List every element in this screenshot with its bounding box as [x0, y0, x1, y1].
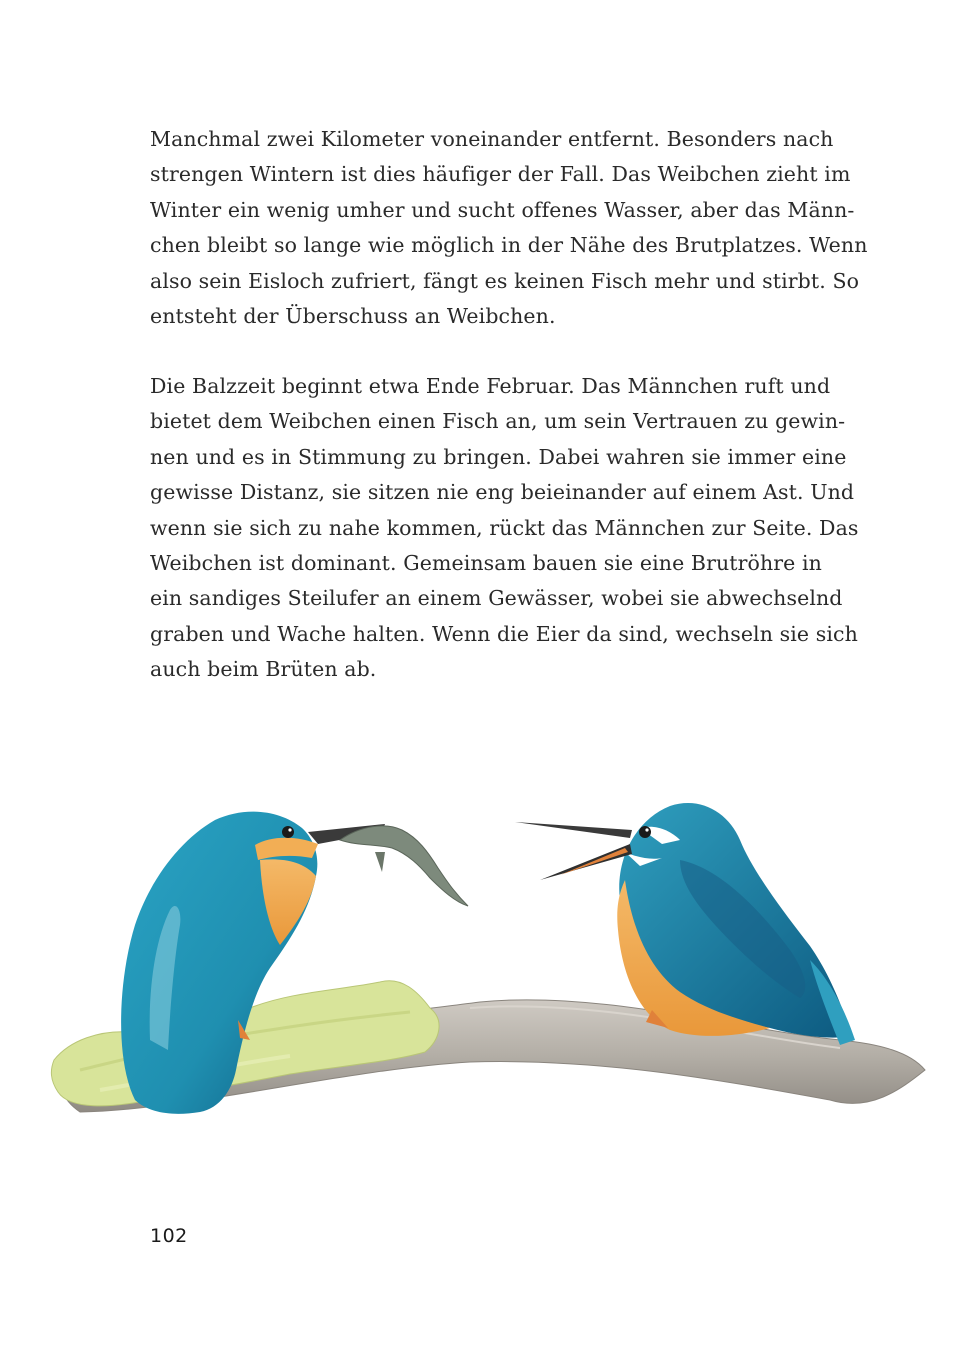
- paragraph-2: [150, 369, 859, 688]
- text-line: chen bleibt so lange wie möglich in der Nähe des Brutplatzes. Wenn: [150, 233, 868, 258]
- fish: [340, 826, 468, 906]
- text-line: wenn sie sich zu nahe kommen, rückt das Männchen zur Seite. Das: [150, 515, 859, 540]
- text-line: Manchmal zwei Kilometer voneinander entfernt. Besonders nach: [150, 127, 834, 151]
- text-line: nen und es in Stimmung zu bringen. Dabei wahren sie immer eine: [150, 444, 847, 469]
- kingfisher-illustration: [40, 740, 930, 1140]
- text-line: graben und Wache halten. Wenn die Eier da sind, wechseln sie sich: [150, 621, 858, 646]
- text-line: entsteht der Überschuss an Weibchen.: [150, 304, 556, 329]
- text-line: Weibchen ist dominant. Gemeinsam bauen sie eine Brutröhre in: [150, 551, 822, 576]
- text-line: also sein Eisloch zufriert, fängt es keinen Fisch mehr und stirbt. So: [150, 268, 860, 293]
- text-line: strengen Wintern ist dies häufiger der Fall. Das Weibchen zieht im: [150, 162, 851, 187]
- page-number: 102: [150, 1225, 188, 1247]
- text-line: auch beim Brüten ab.: [150, 657, 377, 682]
- text-line: bietet dem Weibchen einen Fisch an, um sein Vertrauen zu gewin-: [150, 409, 846, 434]
- text-line: ein sandiges Steilufer an einem Gewässer, wobei sie abwechselnd: [150, 586, 843, 611]
- text-line: Die Balzzeit beginnt etwa Ende Februar. Das Männchen ruft und: [150, 374, 831, 398]
- text-line: gewisse Distanz, sie sitzen nie eng beieinander auf einem Ast. Und: [150, 480, 855, 505]
- paragraph-1: [150, 122, 868, 334]
- text-line: Winter ein wenig umher und sucht offenes Wasser, aber das Männ-: [150, 197, 855, 222]
